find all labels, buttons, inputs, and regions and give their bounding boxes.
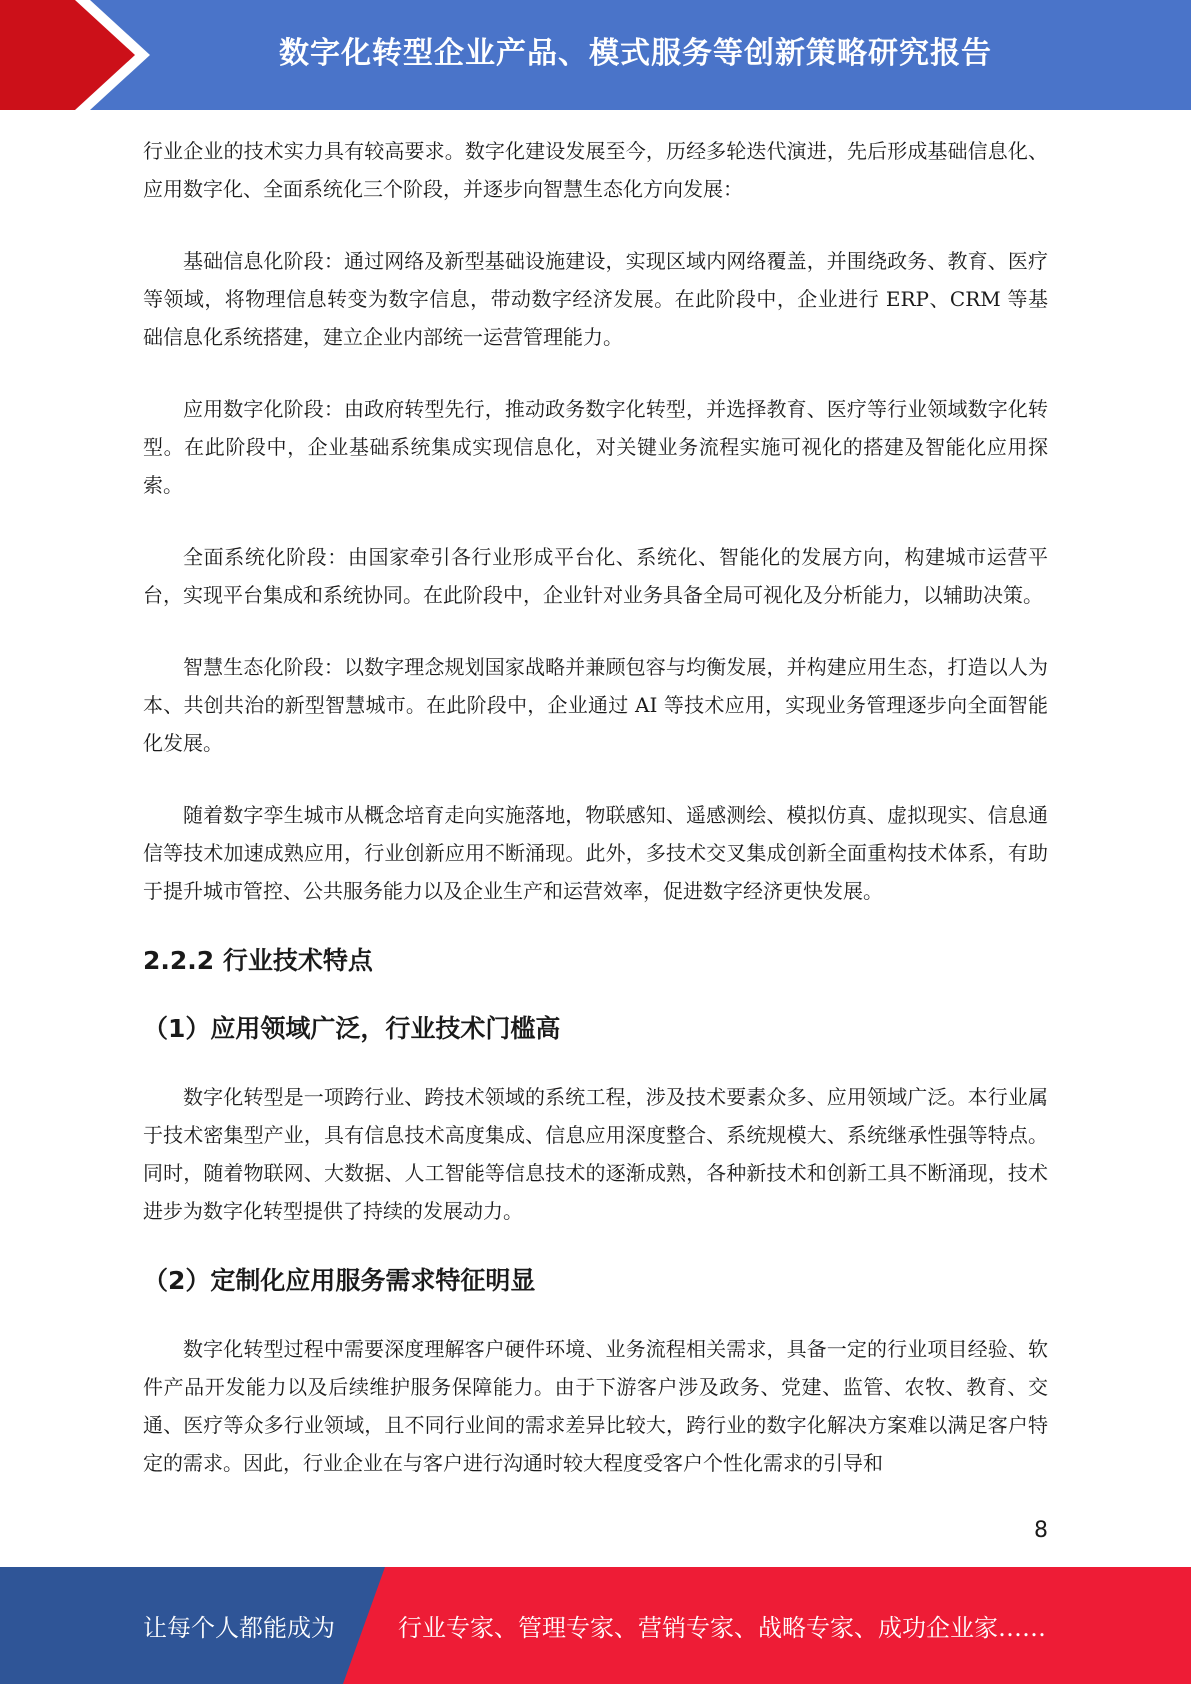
footer-slogan-left: 让每个人都能成为	[143, 1614, 335, 1642]
paragraph-full-systematization: 全面系统化阶段：由国家牵引各行业形成平台化、系统化、智能化的发展方向，构建城市运营平台，实现平台集成和系统协同。在此阶段中，企业针对业务具备全局可视化及分析能力，以辅助决策。	[143, 545, 1048, 607]
paragraph-basic-informatization: 基础信息化阶段：通过网络及新型基础设施建设，实现区域内网络覆盖，并围绕政务、教育、医疗等领域，将物理信息转变为数字信息，带动数字经济发展。在此阶段中，企业进行 ERP、CRM 等基础信息化系统搭建，建立企业内部统一运营管理能力。	[143, 249, 1048, 349]
document-body	[143, 132, 1048, 1516]
paragraph-application-fields: 数字化转型是一项跨行业、跨技术领域的系统工程，涉及技术要素众多、应用领域广泛。本行业属于技术密集型产业，具有信息技术高度集成、信息应用深度整合、系统规模大、系统继承性强等特点。同时，随着物联网、大数据、人工智能等信息技术的逐渐成熟，各种新技术和创新工具不断涌现，技术进步为数字化转型提供了持续的发展动力。	[143, 1085, 1048, 1223]
footer-slogan-right: 行业专家、管理专家、营销专家、战略专家、成功企业家……	[398, 1614, 1046, 1642]
header-arrow-icon	[0, 0, 160, 110]
paragraph-intro: 行业企业的技术实力具有较高要求。数字化建设发展至今，历经多轮迭代演进，先后形成基础信息化、应用数字化、全面系统化三个阶段，并逐步向智慧生态化方向发展：	[143, 139, 1048, 201]
paragraph-digital-twin: 随着数字孪生城市从概念培育走向实施落地，物联感知、遥感测绘、模拟仿真、虚拟现实、信息通信等技术加速成熟应用，行业创新应用不断涌现。此外，多技术交叉集成创新全面重构技术体系，有助于提升城市管控、公共服务能力以及企业生产和运营效率，促进数字经济更快发展。	[143, 803, 1048, 903]
header-arrow-red	[0, 0, 135, 110]
page-number: 8	[1034, 1518, 1048, 1543]
subsection-heading-2: （2）定制化应用服务需求特征明显	[143, 1266, 536, 1295]
footer-band	[0, 1567, 1191, 1684]
header-band	[0, 0, 1191, 110]
paragraph-smart-ecology: 智慧生态化阶段：以数字理念规划国家战略并兼顾包容与均衡发展，并构建应用生态，打造以人为本、共创共治的新型智慧城市。在此阶段中，企业通过 AI 等技术应用，实现业务管理逐步向全面智能化发展。	[143, 655, 1048, 755]
subsection-heading-1: （1）应用领域广泛，行业技术门槛高	[143, 1014, 561, 1043]
section-heading: 2.2.2 行业技术特点	[143, 946, 373, 975]
header-title: 数字化转型企业产品、模式服务等创新策略研究报告	[279, 36, 992, 71]
paragraph-customization: 数字化转型过程中需要深度理解客户硬件环境、业务流程相关需求，具备一定的行业项目经验、软件产品开发能力以及后续维护服务保障能力。由于下游客户涉及政务、党建、监管、农牧、教育、交通、医疗等众多行业领域，且不同行业间的需求差异比较大，跨行业的数字化解决方案难以满足客户特定的需求。因此，行业企业在与客户进行沟通时较大程度受客户个性化需求的引导和	[143, 1337, 1048, 1475]
paragraph-application-digitalization: 应用数字化阶段：由政府转型先行，推动政务数字化转型，并选择教育、医疗等行业领域数字化转型。在此阶段中，企业基础系统集成实现信息化，对关键业务流程实施可视化的搭建及智能化应用探索。	[143, 397, 1048, 497]
